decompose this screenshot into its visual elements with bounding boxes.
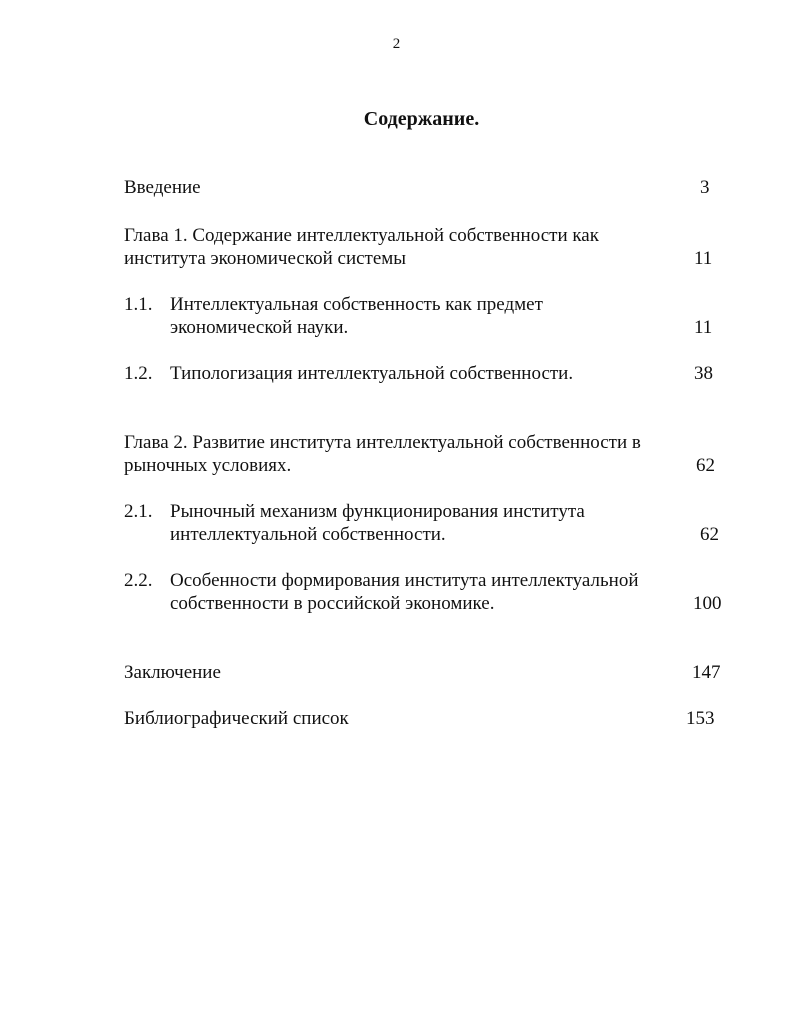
toc-entry-text: Глава 1. Содержание интеллектуальной собственности как института экономической системы [124,225,599,269]
toc-entry-text: Введение [124,177,201,198]
toc-entry-section-2-2 [124,569,722,615]
toc-entry-page: 11 [694,317,713,338]
toc-entry-text: Заключение [124,662,221,683]
toc-entry-text: Глава 2. Развитие института интеллектуальной собственности в рыночных условиях. [124,432,641,476]
toc-entry-text: Типологизация интеллектуальной собственности. [170,363,574,384]
toc-entry-page: 62 [696,455,715,476]
toc-entry-page: 38 [694,363,713,384]
toc-entry-section-1-2 [124,362,724,385]
toc-entry-text: Особенности формирования института интеллектуальной собственности в российской экономике. [170,570,639,614]
toc-title: Содержание. [363,108,480,130]
toc-entry-bibliography [124,707,724,730]
toc-entry-page: 147 [692,662,721,683]
toc-entry-page: 100 [693,593,722,614]
toc-entry-text: Библиографический список [124,708,349,729]
toc-entry-intro [124,176,724,199]
toc-entry-conclusion [124,661,724,684]
page-number: 2 [392,36,401,52]
toc-entry-chapter-1 [124,224,713,270]
toc-entry-chapter-2 [124,431,715,477]
toc-entry-section-1-1 [124,293,713,339]
toc-entry-number: 2.1. [124,501,153,522]
toc-entry-number: 1.2. [124,363,153,384]
toc-entry-page: 153 [686,708,715,729]
toc-entry-text: Интеллектуальная собственность как предмет экономической науки. [170,294,543,338]
toc-entry-text: Рыночный механизм функционирования института интеллектуальной собственности. [170,501,585,545]
toc-entry-page: 3 [700,177,710,198]
toc-entry-number: 2.2. [124,570,153,591]
toc-entry-section-2-1 [124,500,719,546]
toc-entry-number: 1.1. [124,294,153,315]
toc-entry-page: 11 [694,248,713,269]
toc-entry-page: 62 [700,524,719,545]
